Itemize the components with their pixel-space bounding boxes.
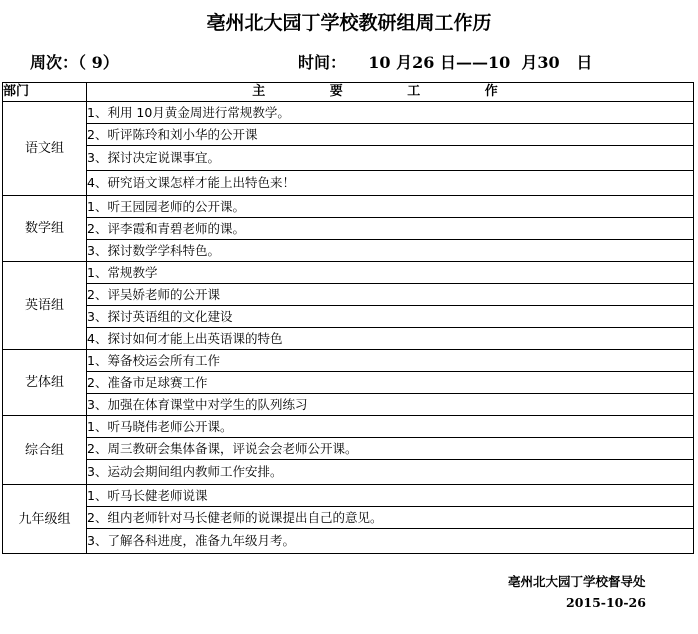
- dept-cell: 艺体组: [3, 350, 87, 416]
- dept-cell: 英语组: [3, 262, 87, 350]
- table-row: [3, 438, 694, 460]
- table-row: [3, 240, 694, 262]
- table-row: [3, 350, 694, 372]
- dept-cell: 九年级组: [3, 485, 87, 554]
- table-row: [3, 529, 694, 554]
- table-row: [3, 306, 694, 328]
- work-item: 3、运动会期间组内教师工作安排。: [87, 460, 694, 485]
- work-item: 2、听评陈玲和刘小华的公开课: [87, 124, 694, 146]
- dept-cell: 综合组: [3, 416, 87, 485]
- table-row: [3, 102, 694, 124]
- footer-date: 2015-10-26: [566, 595, 646, 610]
- table-row: [3, 507, 694, 529]
- work-item: 1、听王园园老师的公开课。: [87, 196, 694, 218]
- table-row: [3, 460, 694, 485]
- week-number: 周次：（ 9）: [30, 53, 119, 72]
- work-item: 2、组内老师针对马长健老师的说课提出自己的意见。: [87, 507, 694, 529]
- work-item: 1、筹备校运会所有工作: [87, 350, 694, 372]
- table-row: [3, 218, 694, 240]
- work-item: 1、利用 10月黄金周进行常规教学。: [87, 102, 694, 124]
- page-title: 亳州北大园丁学校教研组周工作历: [206, 12, 492, 34]
- footer-organization: 亳州北大园丁学校督导处: [508, 574, 646, 589]
- work-item: 4、研究语文课怎样才能上出特色来！: [87, 171, 694, 196]
- dept-cell: 语文组: [3, 102, 87, 196]
- work-item: 3、探讨决定说课事宜。: [87, 146, 694, 171]
- work-item: 2、评李霞和青碧老师的课。: [87, 218, 694, 240]
- work-item: 1、听马晓伟老师公开课。: [87, 416, 694, 438]
- table-row: [3, 372, 694, 394]
- schedule-table: [2, 82, 694, 554]
- table-row: [3, 171, 694, 196]
- table-row: [3, 328, 694, 350]
- table-row: [3, 485, 694, 507]
- work-item: 3、加强在体育课堂中对学生的队列练习: [87, 394, 694, 416]
- work-item: 2、评吴娇老师的公开课: [87, 284, 694, 306]
- table-row: [3, 146, 694, 171]
- header-work: 主 要 工 作: [87, 83, 694, 102]
- work-item: 2、准备市足球赛工作: [87, 372, 694, 394]
- work-item: 4、探讨如何才能上出英语课的特色: [87, 328, 694, 350]
- table-row: [3, 416, 694, 438]
- date-range: 时间： 10 月26 日——10 月30 日: [298, 53, 593, 72]
- work-item: 1、听马长健老师说课: [87, 485, 694, 507]
- work-item: 3、了解各科进度，准备九年级月考。: [87, 529, 694, 554]
- work-item: 2、周三教研会集体备课，评说会会老师公开课。: [87, 438, 694, 460]
- table-header-row: [3, 83, 694, 102]
- table-row: [3, 284, 694, 306]
- work-item: 3、探讨英语组的文化建设: [87, 306, 694, 328]
- header-dept: 部门: [3, 83, 87, 102]
- dept-cell: 数学组: [3, 196, 87, 262]
- work-item: 3、探讨数学学科特色。: [87, 240, 694, 262]
- table-row: [3, 124, 694, 146]
- work-item: 1、常规教学: [87, 262, 694, 284]
- table-row: [3, 394, 694, 416]
- table-row: [3, 196, 694, 218]
- table-row: [3, 262, 694, 284]
